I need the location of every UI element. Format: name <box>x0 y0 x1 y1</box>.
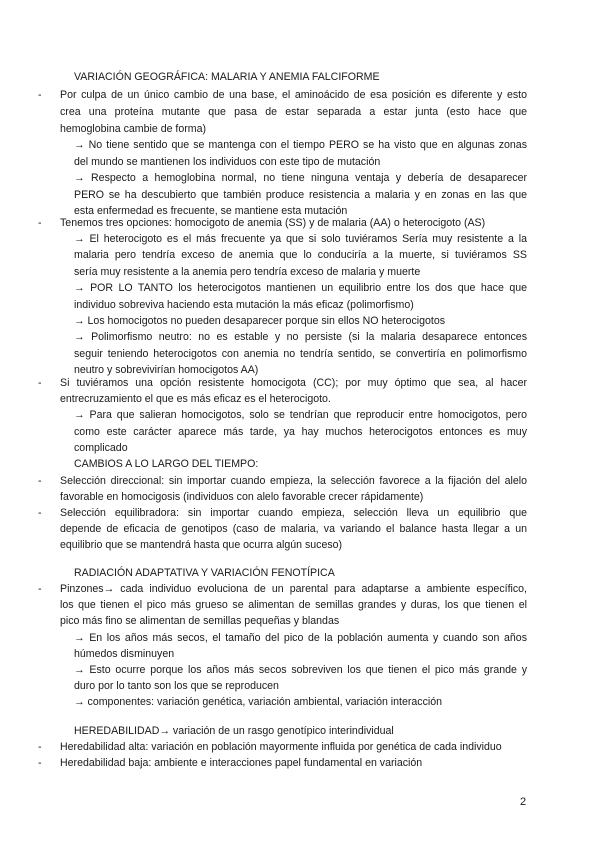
bullet-dash: - <box>38 475 42 487</box>
bullet-dash: - <box>38 217 42 229</box>
sub-point-line: PERO se ha descubierto que también produce resistencia a malaria y en zonas en las que <box>74 189 527 201</box>
sub-point-line: neutro y sobrevivirían homocigotos AA) <box>74 364 259 376</box>
paragraph-line: hemoglobina cambie de forma) <box>60 123 207 135</box>
paragraph-line: Selección direccional: sin importar cuando empieza, la selección favorece a la fijación del alelo <box>60 475 527 487</box>
bullet-dash: - <box>38 741 42 753</box>
sub-point-line: → componentes: variación genética, variación ambiental, variación interacción <box>74 696 443 708</box>
sub-point-line: sería muy resistente a la anemia pero tendría exceso de malaria y muerte <box>74 266 421 278</box>
paragraph-line: Heredabilidad baja: ambiente e interacciones papel fundamental en variación <box>60 757 423 769</box>
bullet-dash: - <box>38 89 42 101</box>
paragraph-line: Heredabilidad alta: variación en población mayormente influida por genética de cada individuo <box>60 741 502 753</box>
sub-point-line: duro por lo tanto son los que se reproducen <box>74 680 279 692</box>
sub-point-line: → El heterocigoto es el más frecuente ya que si solo tuviéramos Sería muy resistente a la <box>74 233 527 245</box>
paragraph-line: depende de eficacia de genotipos (caso de malaria, va variando el balance hasta llegar a un <box>60 523 527 535</box>
sub-point-line: esta enfermedad es frecuente, se mantiene esta mutación <box>74 205 348 217</box>
page-number: 2 <box>520 796 527 808</box>
sub-point-line: → Los homocigotos no pueden desaparecer porque sin ellos NO heterocigotos <box>74 315 446 327</box>
paragraph-line: Pinzones→ cada individuo evoluciona de un parental para adaptarse a ambiente específico, <box>60 583 527 595</box>
section-title-heredabilidad: HEREDABILIDAD→ variación de un rasgo genotípico interindividual <box>74 725 394 737</box>
bullet-dash: - <box>38 507 42 519</box>
sub-point-line: → No tiene sentido que se mantenga con el tiempo PERO se ha visto que en algunas zonas <box>74 139 527 151</box>
paragraph-line: crea una proteína mutante que pasa de estar separada a estar junta (esto hace que <box>60 106 527 118</box>
paragraph-line: los que tienen el pico más grueso se alimentan de semillas grandes y duras, los que tienen el <box>60 599 527 611</box>
sub-point-line: → Polimorfismo neutro: no es estable y no persiste (si la malaria desaparece entonces <box>74 331 527 343</box>
section-title-radiacion-adaptativa: RADIACIÓN ADAPTATIVA Y VARIACIÓN FENOTÍPICA <box>74 567 335 579</box>
paragraph-line: Tenemos tres opciones: homocigoto de anemia (SS) y de malaria (AA) o heterocigoto (AS) <box>60 217 486 229</box>
bullet-dash: - <box>38 377 42 389</box>
sub-point-line: del mundo se mantienen los individuos con este tipo de mutación <box>74 156 381 168</box>
paragraph-line: Selección equilibradora: sin importar cuando empieza, selección lleva un equilibrio que <box>60 507 527 519</box>
paragraph-line: entrecruzamiento el que es más eficaz es el heterocigoto. <box>60 393 331 405</box>
sub-point-line: → POR LO TANTO los heterocigotos mantienen un equilibrio entre los dos que hace que <box>74 282 527 294</box>
sub-point-line: → Esto ocurre porque los años más secos sobreviven los que tienen el pico más grande y <box>74 664 527 676</box>
sub-point-line: individuo sobreviva haciendo esta mutación la más eficaz (polimorfismo) <box>74 299 414 311</box>
paragraph-line: favorable en homocigosis (individuos con alelo favorable crecer rápidamente) <box>60 491 424 503</box>
paragraph-line: equilibrio que se mantendrá hasta que ocurra algún suceso) <box>60 539 343 551</box>
sub-point-line: complicado <box>74 442 128 454</box>
paragraph-line: Por culpa de un único cambio de una base, el aminoácido de esa posición es diferente y esto <box>60 89 527 101</box>
section-title-variacion-geografica: VARIACIÓN GEOGRÁFICA: MALARIA Y ANEMIA FALCIFORME <box>74 71 380 83</box>
sub-point-line: húmedos disminuyen <box>74 648 175 660</box>
sub-point-line: seguir teniendo heterocigotos con anemia no tendría sentido, se convertiría en polimorfismo <box>74 348 527 360</box>
paragraph-line: pico más fino se alimentan de semillas pequeñas y blandas <box>60 615 340 627</box>
sub-point-line: → Respecto a hemoglobina normal, no tiene ninguna ventaja y debería de desaparecer <box>74 172 527 184</box>
sub-point-line: como este carácter aparece más tarde, ya hay muchos heterocigotos entonces es muy <box>74 426 527 438</box>
sub-point-line: → En los años más secos, el tamaño del pico de la población aumenta y cuando son años <box>74 632 527 644</box>
sub-point-line: malaria pero tendría exceso de anemia que lo conduciría a la muerte, si tuviéramos SS <box>74 249 527 261</box>
paragraph-line: Si tuviéramos una opción resistente homocigota (CC); por muy óptimo que sea, al hacer <box>60 377 527 389</box>
sub-point-line: → Para que salieran homocigotos, solo se tendrían que reproducir entre homocigotos, pero <box>74 409 527 421</box>
bullet-dash: - <box>38 583 42 595</box>
bullet-dash: - <box>38 757 42 769</box>
section-title-cambios-tiempo: CAMBIOS A LO LARGO DEL TIEMPO: <box>74 458 259 470</box>
